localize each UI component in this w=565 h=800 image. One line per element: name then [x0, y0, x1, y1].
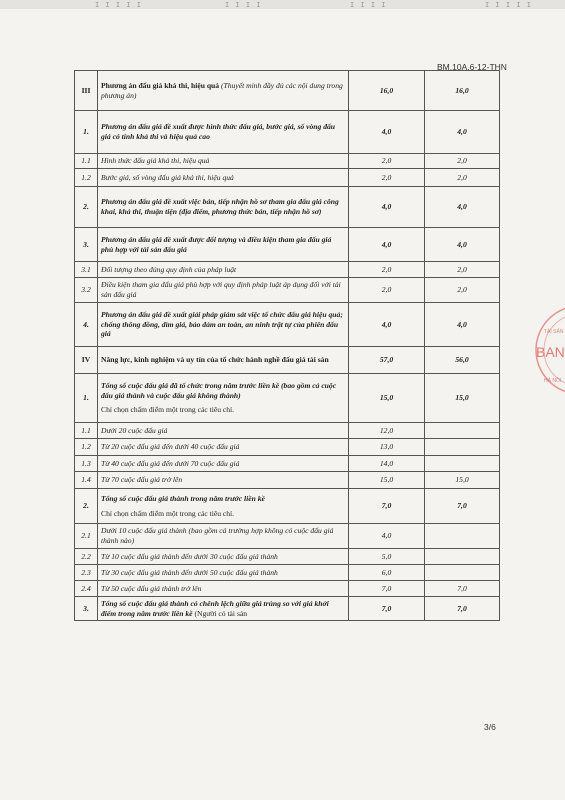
awarded-score: 2,0 [425, 262, 500, 278]
row-content-note: (Thuyết minh đầy đủ các nội dung trong phương án) [101, 80, 343, 100]
stamp-text-bottom: HÀ NỘI [544, 378, 562, 384]
table-row [75, 278, 500, 303]
table-row [75, 71, 500, 111]
scoring-table-body [75, 71, 500, 621]
awarded-score: 16,0 [425, 71, 500, 111]
awarded-score: 4,0 [425, 187, 500, 228]
max-score: 2,0 [349, 262, 425, 278]
table-row [75, 581, 500, 597]
max-score: 14,0 [349, 456, 425, 472]
row-number: 2.1 [75, 524, 98, 549]
row-number: 3. [75, 228, 98, 262]
row-criterion-text: Từ 50 cuộc đấu giá thành trở lên [101, 583, 202, 593]
row-criterion-text: Phương án đấu giá đề xuất giải pháp giám sát việc tổ chức đấu giá hiệu quả; chống thông đồng, dìm giá, bảo đảm an toàn, an ninh trật tự của phiên đấu giá [101, 309, 343, 339]
row-criterion-text: Năng lực, kinh nghiệm và uy tín của tổ chức hành nghề đấu giá tài sản [101, 355, 329, 365]
stamp-text-mid: BAN [536, 344, 565, 360]
row-number: 1.1 [75, 423, 98, 439]
row-number: 1.4 [75, 472, 98, 489]
awarded-score [425, 524, 500, 549]
row-criterion [98, 489, 349, 524]
table-row [75, 489, 500, 524]
awarded-score: 7,0 [425, 581, 500, 597]
row-criterion [98, 581, 349, 597]
awarded-score [425, 439, 500, 456]
table-row [75, 262, 500, 278]
row-criterion-text: Phương án đấu giá đề xuất được hình thức đấu giá, bước giá, số vòng đấu giá có tính khả thi và hiệu quả cao [101, 122, 336, 141]
row-criterion [98, 169, 349, 187]
awarded-score: 7,0 [425, 489, 500, 524]
row-number: IV [75, 347, 98, 374]
max-score: 4,0 [349, 187, 425, 228]
row-number: 1. [75, 374, 98, 423]
awarded-score [425, 423, 500, 439]
table-row [75, 154, 500, 169]
max-score: 4,0 [349, 111, 425, 154]
table-row [75, 303, 500, 347]
max-score: 6,0 [349, 565, 425, 581]
page-number: 3/6 [484, 722, 496, 732]
scan-mark: I I I I [350, 1, 387, 9]
row-number: 2.3 [75, 565, 98, 581]
table-row [75, 347, 500, 374]
row-criterion [98, 262, 349, 278]
row-criterion [98, 456, 349, 472]
scan-top-band [0, 0, 565, 9]
row-criterion-text: Điều kiện tham gia đấu giá phù hợp với quy định pháp luật áp dụng đối với tài sản đấu giá [101, 280, 341, 299]
row-criterion-text: Phương án đấu giá đề xuất được đối tượng và điều kiện tham gia đấu giá phù hợp với tài sản đấu giá [101, 234, 332, 254]
row-number: 1.2 [75, 439, 98, 456]
row-criterion [98, 565, 349, 581]
stamp-text-top: TÀI SẢN [544, 329, 564, 335]
row-criterion-text: Tổng số cuộc đấu giá thành trong năm trước liền kề [101, 493, 265, 503]
row-criterion [98, 423, 349, 439]
awarded-score: 4,0 [425, 111, 500, 154]
row-criterion-text: Dưới 10 cuộc đấu giá thành (bao gồm cả trường hợp không có cuộc đấu giá thành nào) [101, 526, 334, 545]
max-score: 7,0 [349, 581, 425, 597]
awarded-score [425, 565, 500, 581]
table-row [75, 439, 500, 456]
max-score: 7,0 [349, 489, 425, 524]
row-number: 1.2 [75, 169, 98, 187]
max-score: 2,0 [349, 154, 425, 169]
max-score: 4,0 [349, 228, 425, 262]
table-row [75, 228, 500, 262]
max-score: 2,0 [349, 278, 425, 303]
row-number: III [75, 71, 98, 111]
row-criterion-text: Tổng số cuộc đấu giá thành có chênh lệch giữa giá trúng so với giá khởi điểm trong năm trước liền kề [101, 598, 329, 618]
awarded-score: 2,0 [425, 169, 500, 187]
red-stamp-fragment [530, 290, 565, 410]
row-criterion [98, 549, 349, 565]
awarded-score [425, 549, 500, 565]
awarded-score: 15,0 [425, 374, 500, 423]
scoring-table [74, 70, 500, 621]
row-criterion-text: Bước giá, số vòng đấu giá khả thi, hiệu quả [101, 172, 234, 182]
row-criterion-text: Đối tượng theo đúng quy định của pháp luật [101, 264, 237, 274]
row-criterion-text: Phương án đấu giá đề xuất việc bán, tiếp nhận hồ sơ tham gia đấu giá công khai, khả thi, thuận tiện (địa điểm, phương thức bán, tiếp nhận hồ sơ) [101, 197, 339, 216]
max-score: 4,0 [349, 303, 425, 347]
awarded-score: 15,0 [425, 472, 500, 489]
row-criterion [98, 472, 349, 489]
scan-mark: I I I I [225, 1, 262, 9]
row-criterion [98, 347, 349, 374]
table-row [75, 423, 500, 439]
table-row [75, 524, 500, 549]
table-row [75, 111, 500, 154]
row-criterion [98, 71, 349, 111]
row-criterion-text: Từ 10 cuộc đấu giá thành đến dưới 30 cuộc đấu giá thành [101, 551, 278, 561]
row-criterion [98, 524, 349, 549]
awarded-score: 4,0 [425, 228, 500, 262]
row-criterion [98, 303, 349, 347]
row-criterion [98, 111, 349, 154]
row-criterion [98, 187, 349, 228]
row-content-note: Chỉ chọn chấm điểm một trong các tiêu chí. [101, 508, 235, 518]
row-criterion [98, 278, 349, 303]
row-criterion-text: Từ 70 cuộc đấu giá trở lên [101, 475, 183, 485]
scan-mark: I I I I I [485, 1, 532, 9]
table-row [75, 187, 500, 228]
max-score: 5,0 [349, 549, 425, 565]
awarded-score: 56,0 [425, 347, 500, 374]
table-row [75, 169, 500, 187]
table-row [75, 472, 500, 489]
row-content-note: (Người có tài sản [194, 608, 248, 618]
awarded-score: 2,0 [425, 154, 500, 169]
row-number: 3. [75, 597, 98, 621]
scan-mark: I I I I I [95, 1, 142, 9]
max-score: 15,0 [349, 374, 425, 423]
table-row [75, 549, 500, 565]
row-criterion-text: Từ 20 cuộc đấu giá đến dưới 40 cuộc đấu giá [101, 442, 240, 452]
row-number: 2. [75, 187, 98, 228]
table-row [75, 374, 500, 423]
row-criterion [98, 597, 349, 621]
max-score: 12,0 [349, 423, 425, 439]
row-criterion [98, 374, 349, 423]
max-score: 15,0 [349, 472, 425, 489]
row-criterion-text: Dưới 20 cuộc đấu giá [101, 425, 168, 435]
max-score: 13,0 [349, 439, 425, 456]
table-row [75, 456, 500, 472]
table-row [75, 565, 500, 581]
row-number: 2.2 [75, 549, 98, 565]
row-number: 3.2 [75, 278, 98, 303]
max-score: 2,0 [349, 169, 425, 187]
awarded-score [425, 456, 500, 472]
max-score: 4,0 [349, 524, 425, 549]
document-code: BM.10A.6-12-THN [437, 62, 507, 72]
awarded-score: 7,0 [425, 597, 500, 621]
row-number: 4. [75, 303, 98, 347]
row-criterion [98, 439, 349, 456]
row-number: 1.1 [75, 154, 98, 169]
awarded-score: 2,0 [425, 278, 500, 303]
row-criterion-text: Tổng số cuộc đấu giá đã tổ chức trong năm trước liền kề (bao gồm cả cuộc đấu giá thành và cuộc đấu giá không thành) [101, 380, 337, 400]
row-number: 2. [75, 489, 98, 524]
max-score: 16,0 [349, 71, 425, 111]
row-criterion [98, 154, 349, 169]
awarded-score: 4,0 [425, 303, 500, 347]
table-row [75, 597, 500, 621]
row-criterion-text: Từ 30 cuộc đấu giá thành đến dưới 50 cuộc đấu giá thành [101, 567, 278, 577]
row-criterion [98, 228, 349, 262]
row-criterion-text: Phương án đấu giá khả thi, hiệu quả [101, 80, 220, 90]
row-number: 1. [75, 111, 98, 154]
row-criterion-text: Từ 40 cuộc đấu giá đến dưới 70 cuộc đấu giá [101, 458, 240, 468]
row-number: 1.3 [75, 456, 98, 472]
max-score: 7,0 [349, 597, 425, 621]
row-content-note: Chỉ chọn chấm điểm một trong các tiêu chí. [101, 405, 235, 415]
row-criterion-text: Hình thức đấu giá khả thi, hiệu quả [101, 156, 210, 166]
max-score: 57,0 [349, 347, 425, 374]
row-number: 3.1 [75, 262, 98, 278]
row-number: 2.4 [75, 581, 98, 597]
